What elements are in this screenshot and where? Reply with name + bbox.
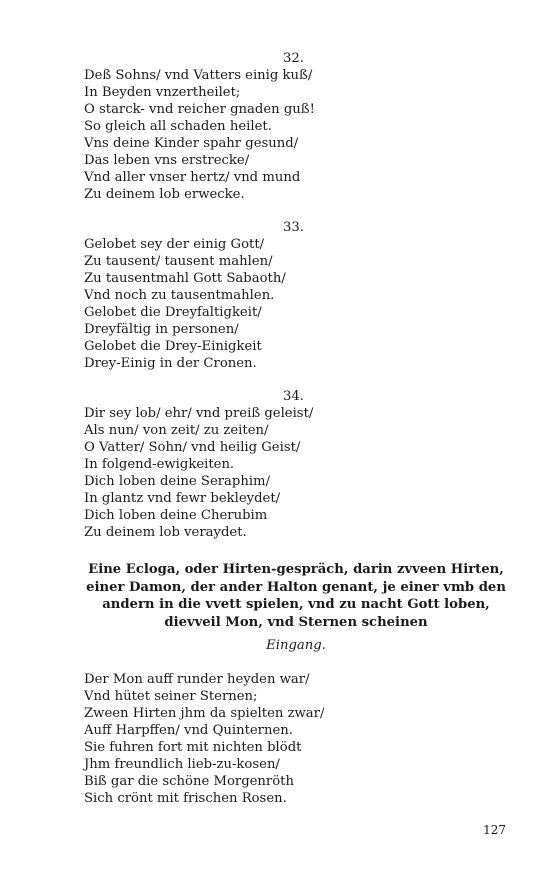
stanza-number: 32.	[283, 51, 304, 66]
verse-line: In folgend-ewigkeiten.	[84, 457, 235, 472]
verse-line: Zu tausentmahl Gott Sabaoth/	[84, 271, 286, 286]
intro-stanza	[84, 671, 508, 807]
verse-line: Biß gar die schöne Morgenröth	[84, 774, 294, 789]
verse-line: Als nun/ von zeit/ zu zeiten/	[84, 423, 269, 438]
poem-page	[84, 50, 508, 807]
verse-line: Deß Sohns/ vnd Vatters einig kuß/	[84, 68, 313, 83]
stanza-33	[84, 219, 508, 372]
section-heading: Eine Ecloga, oder Hirten-gespräch, darin zvveen Hirten, einer Damon, der ander Halton genant, je einer vmb den andern in die vvett spielen, vnd zu nacht Gott loben, dievveil Mon, vnd Sternen scheinen	[86, 562, 506, 630]
stanza-number: 33.	[283, 220, 304, 235]
verse-line: O Vatter/ Sohn/ vnd heilig Geist/	[84, 440, 301, 455]
verse-line: Sie fuhren fort mit nichten blödt	[84, 740, 302, 755]
verse-line: Vnd hütet seiner Sternen;	[84, 689, 258, 704]
verse-line: Sich crönt mit frischen Rosen.	[84, 791, 287, 806]
verse-line: In glantz vnd fewr bekleydet/	[84, 491, 281, 506]
verse-line: In Beyden vnzertheilet;	[84, 85, 241, 100]
verse-line: Vns deine Kinder spahr gesund/	[84, 136, 299, 151]
section-subheading: Eingang.	[266, 638, 326, 653]
verse-line: Dir sey lob/ ehr/ vnd preiß geleist/	[84, 406, 314, 421]
verse-line: Das leben vns erstrecke/	[84, 153, 250, 168]
verse-line: Zu tausent/ tausent mahlen/	[84, 254, 273, 269]
verse-line: Vnd aller vnser hertz/ vnd mund	[84, 170, 301, 185]
stanza-gap	[84, 203, 508, 219]
verse-line: Dich loben deine Cherubim	[84, 508, 268, 523]
verse-line: Zween Hirten jhm da spielten zwar/	[84, 706, 325, 721]
verse-line: Gelobet die Drey-Einigkeit	[84, 339, 262, 354]
verse-line: Der Mon auff runder heyden war/	[84, 672, 310, 687]
stanza-32	[84, 50, 508, 203]
stanza-number: 34.	[283, 389, 304, 404]
verse-line: Dich loben deine Seraphim/	[84, 474, 271, 489]
verse-line: Auff Harpffen/ vnd Quinternen.	[84, 723, 293, 738]
stanza-34	[84, 388, 508, 541]
verse-line: Vnd noch zu tausentmahlen.	[84, 288, 275, 303]
page-number: 127	[483, 823, 506, 837]
verse-line: Gelobet die Dreyfaltigkeit/	[84, 305, 262, 320]
verse-line: O starck- vnd reicher gnaden guß!	[84, 102, 315, 117]
verse-line: Jhm freundlich lieb-zu-kosen/	[84, 757, 280, 772]
verse-line: Drey-Einig in der Cronen.	[84, 356, 257, 371]
stanza-gap	[84, 372, 508, 388]
verse-line: Zu deinem lob erwecke.	[84, 187, 245, 202]
verse-line: Zu deinem lob veraydet.	[84, 525, 247, 540]
verse-line: So gleich all schaden heilet.	[84, 119, 272, 134]
verse-line: Gelobet sey der einig Gott/	[84, 237, 265, 252]
verse-line: Dreyfältig in personen/	[84, 322, 239, 337]
